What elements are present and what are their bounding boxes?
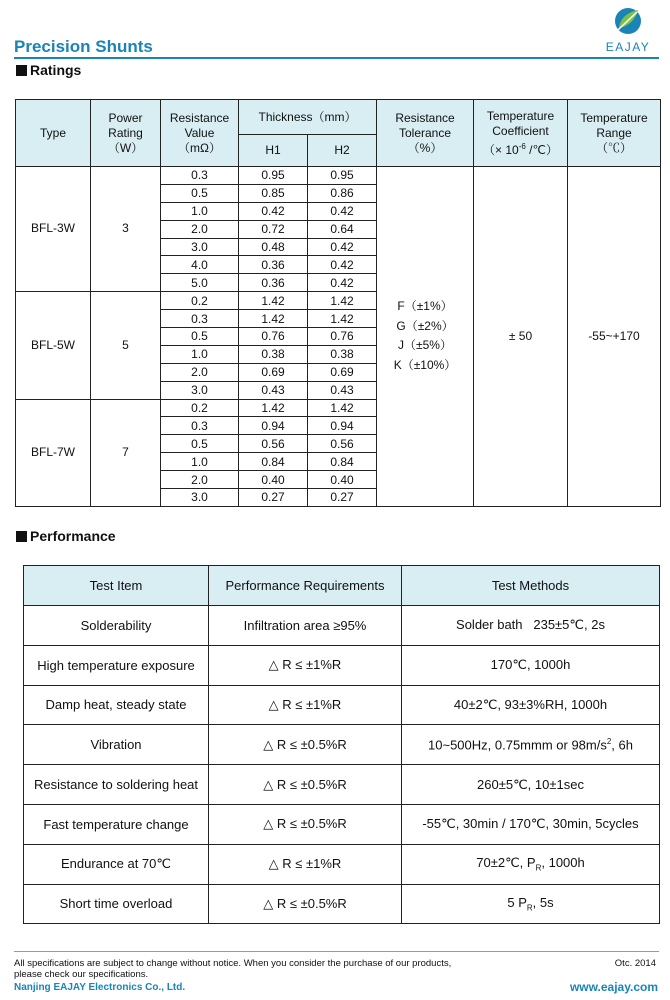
cell-h1: 1.42 bbox=[239, 310, 308, 328]
performance-table bbox=[23, 565, 660, 924]
footer-website-link[interactable]: www.eajay.com bbox=[569, 980, 658, 994]
table-row bbox=[24, 606, 660, 646]
cell-resistance: 3.0 bbox=[161, 238, 239, 256]
cell-h2: 1.42 bbox=[308, 310, 377, 328]
tolerance-option: G（±2%） bbox=[396, 318, 454, 333]
cell-power: 5 bbox=[91, 292, 161, 399]
cell-h1: 0.95 bbox=[239, 167, 308, 185]
cell-type: BFL-7W bbox=[16, 399, 91, 506]
cell-h2: 0.56 bbox=[308, 435, 377, 453]
table-row bbox=[24, 685, 660, 725]
cell-resistance: 3.0 bbox=[161, 381, 239, 399]
cell-h2: 0.38 bbox=[308, 345, 377, 363]
cell-h1: 0.27 bbox=[239, 489, 308, 507]
company-logo bbox=[598, 6, 658, 60]
cell-h2: 0.40 bbox=[308, 471, 377, 489]
footer-date: Otc. 2014 bbox=[614, 958, 656, 969]
cell-requirement: △ R ≤ ±1%R bbox=[209, 844, 402, 884]
cell-h2: 0.42 bbox=[308, 238, 377, 256]
ratings-section-heading bbox=[16, 62, 81, 78]
ratings-section-title: Ratings bbox=[30, 62, 82, 78]
cell-test-method: 70±2℃, $P_R$, 1000h bbox=[402, 844, 660, 884]
cell-temp-coefficient: ± 50 bbox=[474, 167, 568, 507]
col-resistance-value: Resistance Value （mΩ） bbox=[161, 100, 239, 167]
cell-resistance: 0.3 bbox=[161, 310, 239, 328]
col-thickness: Thickness（mm） bbox=[239, 100, 377, 135]
cell-resistance: 2.0 bbox=[161, 220, 239, 238]
cell-h2: 0.86 bbox=[308, 184, 377, 202]
cell-test-method: 10~500Hz, 0.75mmm or $98m/s^2$, 6h bbox=[402, 725, 660, 765]
cell-test-item: High temperature exposure bbox=[24, 645, 209, 685]
cell-h1: 0.94 bbox=[239, 417, 308, 435]
footer-disclaimer: All specifications are subject to change without notice. When you consider the purchase of our products, please check our specifications. bbox=[14, 958, 452, 980]
performance-section-title: Performance bbox=[30, 528, 116, 544]
col-power-rating: Power Rating （W） bbox=[91, 100, 161, 167]
table-row bbox=[24, 645, 660, 685]
cell-resistance: 2.0 bbox=[161, 363, 239, 381]
cell-resistance: 0.5 bbox=[161, 328, 239, 346]
cell-h1: 0.36 bbox=[239, 274, 308, 292]
cell-h2: 0.27 bbox=[308, 489, 377, 507]
cell-h2: 0.43 bbox=[308, 381, 377, 399]
cell-h1: 0.36 bbox=[239, 256, 308, 274]
cell-test-method: 5 $P_R$, 5s bbox=[402, 884, 660, 924]
table-row bbox=[24, 844, 660, 884]
cell-h1: 1.42 bbox=[239, 399, 308, 417]
col-h2: H2 bbox=[308, 135, 377, 167]
cell-resistance: 0.2 bbox=[161, 399, 239, 417]
cell-requirement: △ R ≤ ±0.5%R bbox=[209, 804, 402, 844]
cell-test-method: 40±2℃, 93±3%RH, 1000h bbox=[402, 685, 660, 725]
table-row bbox=[16, 167, 661, 185]
cell-h1: 0.48 bbox=[239, 238, 308, 256]
cell-test-item: Short time overload bbox=[24, 884, 209, 924]
cell-resistance: 1.0 bbox=[161, 345, 239, 363]
cell-h2: 0.84 bbox=[308, 453, 377, 471]
cell-test-method: 170℃, 1000h bbox=[402, 645, 660, 685]
table-row bbox=[24, 804, 660, 844]
cell-h1: 0.69 bbox=[239, 363, 308, 381]
cell-test-item: Resistance to soldering heat bbox=[24, 765, 209, 805]
cell-h2: 0.94 bbox=[308, 417, 377, 435]
cell-h2: 0.42 bbox=[308, 256, 377, 274]
table-row bbox=[24, 765, 660, 805]
cell-h2: 0.69 bbox=[308, 363, 377, 381]
col-test-methods: Test Methods bbox=[402, 566, 660, 606]
cell-h1: 0.56 bbox=[239, 435, 308, 453]
tolerance-option: K（±10%） bbox=[393, 357, 457, 372]
cell-resistance: 2.0 bbox=[161, 471, 239, 489]
cell-test-item: Endurance at 70℃ bbox=[24, 844, 209, 884]
table-row bbox=[24, 884, 660, 924]
logo-leaf-icon bbox=[598, 6, 658, 40]
table-row bbox=[24, 725, 660, 765]
footer-divider bbox=[14, 951, 659, 952]
cell-h1: 0.38 bbox=[239, 345, 308, 363]
col-type: Type bbox=[16, 100, 91, 167]
cell-resistance: 1.0 bbox=[161, 453, 239, 471]
cell-resistance: 0.5 bbox=[161, 184, 239, 202]
cell-test-method: Solder bath 235±5℃, 2s bbox=[402, 606, 660, 646]
cell-h2: 0.64 bbox=[308, 220, 377, 238]
cell-resistance: 5.0 bbox=[161, 274, 239, 292]
cell-h1: 0.40 bbox=[239, 471, 308, 489]
cell-h2: 1.42 bbox=[308, 292, 377, 310]
cell-test-item: Fast temperature change bbox=[24, 804, 209, 844]
cell-test-item: Damp heat, steady state bbox=[24, 685, 209, 725]
cell-h1: 0.84 bbox=[239, 453, 308, 471]
cell-resistance: 0.3 bbox=[161, 417, 239, 435]
performance-section-heading bbox=[16, 528, 116, 544]
cell-type: BFL-5W bbox=[16, 292, 91, 399]
col-temperature-range: Temperature Range （℃） bbox=[568, 100, 661, 167]
cell-requirement: Infiltration area ≥95% bbox=[209, 606, 402, 646]
cell-resistance: 1.0 bbox=[161, 202, 239, 220]
logo-text: EAJAY bbox=[605, 40, 651, 54]
section-bullet-icon bbox=[16, 531, 27, 542]
ratings-table bbox=[15, 99, 661, 507]
cell-test-method: -55℃, 30min / 170℃, 30min, 5cycles bbox=[402, 804, 660, 844]
cell-h1: 0.42 bbox=[239, 202, 308, 220]
cell-resistance: 0.5 bbox=[161, 435, 239, 453]
section-bullet-icon bbox=[16, 65, 27, 76]
cell-h2: 0.42 bbox=[308, 202, 377, 220]
cell-type: BFL-3W bbox=[16, 167, 91, 292]
cell-h2: 1.42 bbox=[308, 399, 377, 417]
cell-power: 3 bbox=[91, 167, 161, 292]
cell-requirement: △ R ≤ ±0.5%R bbox=[209, 765, 402, 805]
cell-test-item: Vibration bbox=[24, 725, 209, 765]
cell-power: 7 bbox=[91, 399, 161, 506]
cell-h2: 0.95 bbox=[308, 167, 377, 185]
col-h1: H1 bbox=[239, 135, 308, 167]
cell-h1: 0.72 bbox=[239, 220, 308, 238]
title-divider bbox=[14, 57, 659, 59]
cell-requirement: △ R ≤ ±0.5%R bbox=[209, 884, 402, 924]
footer-company: Nanjing EAJAY Electronics Co., Ltd. bbox=[14, 982, 186, 993]
tolerance-option: J（±5%） bbox=[398, 338, 452, 353]
cell-requirement: △ R ≤ ±1%R bbox=[209, 685, 402, 725]
cell-test-item: Solderability bbox=[24, 606, 209, 646]
cell-tolerance bbox=[377, 167, 474, 507]
cell-h1: 0.43 bbox=[239, 381, 308, 399]
cell-h1: 0.85 bbox=[239, 184, 308, 202]
cell-requirement: △ R ≤ ±0.5%R bbox=[209, 725, 402, 765]
tolerance-option: F（±1%） bbox=[397, 299, 453, 314]
cell-h1: 1.42 bbox=[239, 292, 308, 310]
page-title: Precision Shunts bbox=[14, 37, 153, 56]
col-performance-requirements: Performance Requirements bbox=[209, 566, 402, 606]
cell-requirement: △ R ≤ ±1%R bbox=[209, 645, 402, 685]
cell-h2: 0.42 bbox=[308, 274, 377, 292]
cell-test-method: 260±5℃, 10±1sec bbox=[402, 765, 660, 805]
col-test-item: Test Item bbox=[24, 566, 209, 606]
cell-h2: 0.76 bbox=[308, 328, 377, 346]
cell-resistance: 3.0 bbox=[161, 489, 239, 507]
cell-resistance: 4.0 bbox=[161, 256, 239, 274]
cell-temp-range: -55~+170 bbox=[568, 167, 661, 507]
cell-resistance: 0.3 bbox=[161, 167, 239, 185]
col-temperature-coefficient: Temperature Coefficient （× $10^{-6}$ /℃） bbox=[474, 100, 568, 167]
col-resistance-tolerance: Resistance Tolerance （%） bbox=[377, 100, 474, 167]
cell-resistance: 0.2 bbox=[161, 292, 239, 310]
cell-h1: 0.76 bbox=[239, 328, 308, 346]
